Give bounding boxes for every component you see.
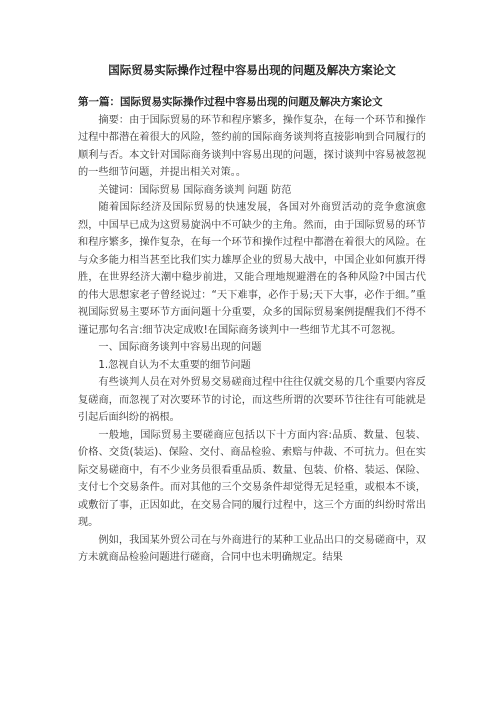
keywords-line: 关键词：国际贸易 国际商务谈判 问题 防范 <box>98 184 292 196</box>
intro-paragraph: 随着国际经济及国际贸易的快速发展，各国对外商贸活动的竞争愈演愈烈，中国早已成为这贸易旋涡中不可缺少的主角。然而，由于国际贸易的环节和程序繁多，操作复杂，在每一个环节和操作过程中都潜在着很大的风险。在与众多能力相当甚至比我们实力雄厚企业的贸易大战中，中国企业如何旗开得胜，在世界经济大潮中稳步前进，又能合理地规避潜在的各种风险?中国古代的伟大思想家老子曾经说过：“天下难事，必作于易;天下大事，必作于细。”重视国际贸易主要环节方面问题十分重要，众多的国际贸易案例提醒我们不得不谨记那句名言:细节决定成败!在国际商务谈判中一些细节尤其不可忽视。 <box>78 202 426 336</box>
body-paragraph: 有些谈判人员在对外贸易交易磋商过程中往往仅就交易的几个重要内容反复磋商，而忽视了对次要环节的讨论，而这些所谓的次要环节往往有可能就是引起后面纠纷的祸根。 <box>78 377 426 423</box>
document-title: 国际贸易实际操作过程中容易出现的问题及解决方案论文 <box>108 63 396 77</box>
abstract-paragraph: 摘要：由于国际贸易的环节和程序繁多，操作复杂，在每一个环节和操作过程中都潜在着很大的风险，签约前的国际商务谈判将直接影响到合同履行的顺利与否。本文针对国际商务谈判中容易出现的问题，探讨谈判中容易被忽视的一些细节问题，并提出相关对策。。 <box>78 114 426 178</box>
subheading-details: 1.忽视自认为不太重要的细节问题 <box>98 359 251 371</box>
body-paragraph: 例如，我国某外贸公司在与外商进行的某种工业品出口的交易磋商中，双方未就商品检验问题进行磋商，合同中也未明确规定。结果 <box>78 534 426 563</box>
subheading-problems: 一、国际商务谈判中容易出现的问题 <box>98 342 262 353</box>
body-paragraph: 一般地，国际贸易主要磋商应包括以下十方面内容:品质、数量、包装、价格、交货(装运)、保险、交付、商品检验、索赔与仲裁、不可抗力。但在实际交易磋商中，有不少业务员很看重品质、数量、包装、价格、装运、保险、支付七个交易条件。而对其他的三个交易条件却觉得无足轻重，或根本不谈，或敷衍了事，正因如此，在交易合同的履行过程中，这三个方面的纠纷时常出现。 <box>78 429 426 528</box>
section-heading: 第一篇：国际贸易实际操作过程中容易出现的问题及解决方案论文 <box>78 96 383 108</box>
